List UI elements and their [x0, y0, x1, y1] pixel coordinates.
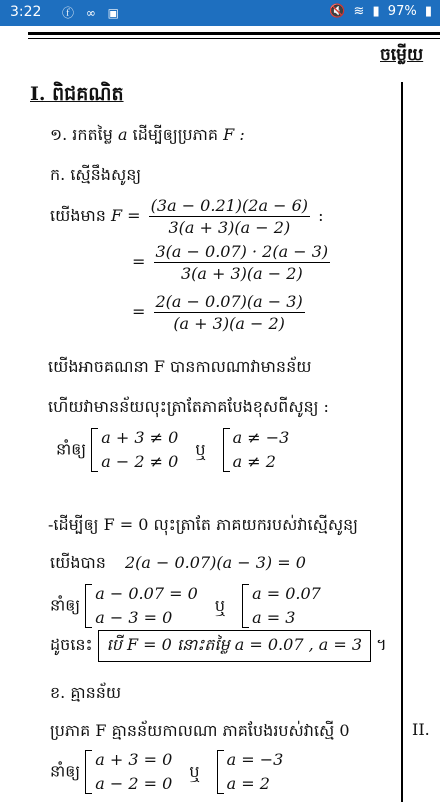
system-icons — [325, 4, 432, 19]
section-ii-title: II. — [412, 720, 430, 739]
q1-rest: ដើម្បីឲ្យប្រភាគ — [132, 125, 219, 144]
or-label: ឬ — [195, 439, 206, 459]
system-4-eq-a: a = 0.07 — [252, 584, 321, 603]
fraction-2 — [154, 242, 331, 283]
status-bar — [0, 0, 440, 26]
q1-F: F : — [223, 125, 245, 144]
therefore-label: ដូចនេះ — [50, 635, 93, 654]
result-line — [50, 552, 306, 576]
notification-icons — [62, 4, 123, 21]
system-4-eq-b: a = 3 — [252, 608, 296, 627]
system-2-eq-b: a ≠ 2 — [232, 452, 276, 471]
numerator-equation: 2(a − 0.07)(a − 3) = 0 — [124, 553, 306, 572]
status-time: 3:22 — [10, 4, 42, 20]
equals: = — [132, 302, 146, 321]
signal-icon: ▮ — [372, 4, 380, 19]
fraction-1-numerator: (3a − 0.21)(2a − 6) — [150, 196, 309, 215]
implies-label: នាំឲ្យ — [50, 761, 81, 781]
fraction-1 — [149, 196, 310, 237]
expression-1 — [50, 196, 324, 237]
or-label: ឬ — [214, 595, 225, 615]
system-1-eq-a: a + 3 ≠ 0 — [101, 428, 179, 447]
system-6 — [217, 748, 284, 796]
document-page — [0, 26, 440, 800]
implies-label: នាំឲ្យ — [50, 595, 81, 615]
part-b-title: ខ. គ្មានន័យ — [50, 683, 122, 702]
system-row-1 — [56, 426, 289, 474]
part-a-title: ក. ស្មើនឹងសូន្យ — [50, 165, 142, 184]
system-6-eq-b: a = 2 — [226, 774, 270, 793]
battery-percent: 97% — [387, 4, 417, 19]
fraction-2-numerator: 3(a − 0.07) · 2(a − 3) — [155, 242, 329, 261]
period: ។ — [376, 635, 387, 654]
system-1 — [91, 426, 178, 474]
q1-var: a — [118, 125, 128, 144]
voicemail-icon: ∞ — [85, 6, 100, 20]
conclusion-line — [50, 630, 387, 662]
section-i-title: I. ពិជគណិត — [30, 83, 124, 105]
system-row-2 — [50, 582, 321, 630]
top-rule-thin — [28, 38, 440, 39]
gallery-icon: ▣ — [107, 6, 124, 20]
wifi-icon: ≋ — [353, 4, 365, 19]
we-have-label: យើងមាន — [50, 206, 106, 225]
F-equals: F = — [110, 206, 141, 225]
fraction-3 — [154, 292, 305, 333]
column-divider — [401, 82, 403, 802]
undefined-line: ប្រភាគ F គ្មានន័យកាលណា ភាគបែងរបស់វាស្មើ 0 — [50, 721, 350, 740]
facebook-icon: ⓕ — [62, 6, 79, 20]
top-rule — [28, 32, 440, 35]
question-1 — [50, 124, 245, 148]
calc-line: យើងអាចគណនា F បានកាលណាវាមានន័យ — [48, 357, 312, 376]
colon: : — [318, 206, 324, 225]
battery-icon: ▮ — [424, 4, 432, 19]
system-2-eq-a: a ≠ −3 — [232, 428, 290, 447]
system-3-eq-b: a − 3 = 0 — [95, 608, 173, 627]
fraction-1-denominator: 3(a + 3)(a − 2) — [168, 218, 291, 237]
implies-label: នាំឲ្យ — [56, 439, 87, 459]
q1-text: ១. រកតម្លៃ — [50, 125, 113, 144]
fraction-2-denominator: 3(a + 3)(a − 2) — [180, 264, 303, 283]
system-row-3 — [50, 748, 283, 796]
condition-line: -ដើម្បីឲ្យ F = 0 លុះត្រាតែ ភាគយករបស់វាស្មើសូន្យ — [48, 515, 358, 534]
system-5-eq-b: a − 2 = 0 — [95, 774, 173, 793]
or-label: ឬ — [189, 761, 200, 781]
fraction-3-denominator: (a + 3)(a − 2) — [173, 314, 285, 333]
system-3-eq-a: a − 0.07 = 0 — [95, 584, 198, 603]
expression-2 — [132, 242, 333, 283]
system-5-eq-a: a + 3 = 0 — [95, 750, 173, 769]
system-1-eq-b: a − 2 ≠ 0 — [101, 452, 179, 471]
mute-icon: 🔇 — [329, 4, 346, 19]
meaning-line: ហើយវាមានន័យលុះត្រាតែភាគបែងខុសពីសូន្យ : — [48, 397, 329, 416]
fraction-3-numerator: 2(a − 0.07)(a − 3) — [155, 292, 303, 311]
answer-box: បើ F = 0 នោះតម្លៃ a = 0.07 , a = 3 — [98, 630, 371, 662]
we-get-label: យើងបាន — [50, 553, 106, 572]
system-5 — [85, 748, 172, 796]
equals: = — [132, 252, 146, 271]
system-6-eq-a: a = −3 — [226, 750, 284, 769]
system-4 — [242, 582, 321, 630]
system-3 — [85, 582, 198, 630]
expression-3 — [132, 292, 308, 333]
system-2 — [223, 426, 290, 474]
answer-heading: ចម្លើយ — [380, 45, 424, 65]
